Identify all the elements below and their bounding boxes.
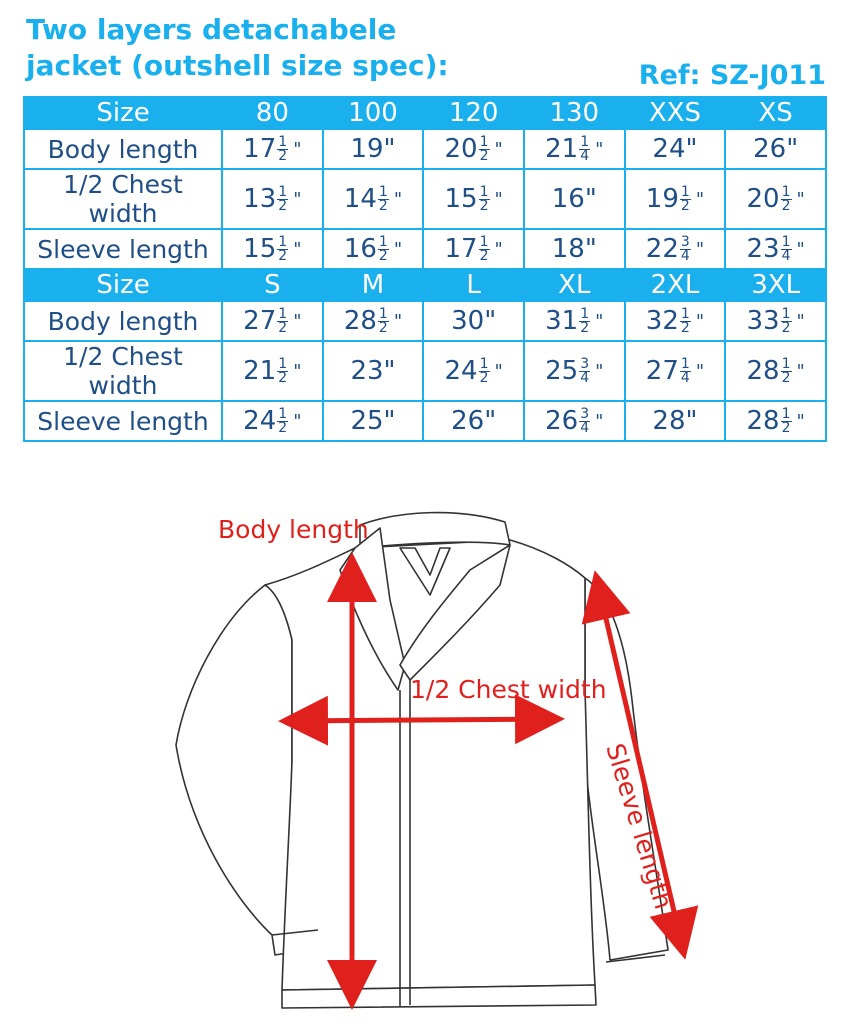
- value-fraction: [680, 305, 691, 336]
- value-fraction: [579, 405, 590, 436]
- fraction-denominator: 2: [781, 419, 791, 436]
- value-whole: 14: [343, 184, 377, 215]
- fraction-denominator: 2: [278, 319, 288, 336]
- inch-mark: ": [695, 360, 705, 382]
- value-whole: 31: [545, 306, 579, 337]
- fraction-numerator: 1: [278, 305, 288, 322]
- size-header-label: Size: [24, 97, 222, 129]
- measurement-cell: [524, 401, 625, 441]
- inch-mark: ": [595, 360, 604, 382]
- size-column-header: 100: [323, 97, 424, 129]
- value-whole: 25: [545, 356, 579, 387]
- value-whole: 24: [444, 356, 478, 387]
- value-whole: 19: [645, 184, 679, 215]
- measurement-label: Body length: [24, 301, 222, 341]
- fraction-denominator: 4: [580, 147, 590, 164]
- fraction-denominator: 2: [278, 419, 288, 436]
- value-whole: 21: [545, 134, 579, 165]
- fraction-numerator: 1: [680, 305, 690, 322]
- inch-mark: ": [796, 360, 805, 382]
- value-whole: 22: [645, 234, 679, 265]
- value-fraction: [378, 233, 389, 264]
- fraction-numerator: 1: [580, 305, 590, 322]
- measurement-cell: 26": [423, 401, 524, 441]
- table-row: [24, 229, 826, 269]
- fraction-denominator: 2: [378, 247, 388, 264]
- size-column-header: XS: [725, 97, 826, 129]
- fraction-numerator: 1: [479, 355, 489, 372]
- body-length-label: Body length: [218, 515, 369, 544]
- measurement-cell: [222, 129, 323, 169]
- value-fraction: [277, 355, 288, 386]
- value-whole: 23: [746, 234, 780, 265]
- value-fraction: [680, 183, 691, 214]
- value-fraction: [479, 183, 490, 214]
- value-fraction: [579, 133, 590, 164]
- value-fraction: [277, 183, 288, 214]
- measurement-cell: [222, 169, 323, 229]
- measurement-cell: [625, 301, 726, 341]
- value-fraction: [579, 355, 590, 386]
- value-fraction: [781, 233, 792, 264]
- value-fraction: [781, 183, 792, 214]
- measurement-cell: [222, 229, 323, 269]
- value-fraction: [781, 305, 792, 336]
- value-whole: 32: [645, 306, 679, 337]
- size-column-header: L: [423, 269, 524, 301]
- size-header-row: [24, 269, 826, 301]
- fraction-denominator: 2: [378, 197, 388, 214]
- fraction-numerator: 1: [278, 405, 288, 422]
- size-header-label: Size: [24, 269, 222, 301]
- fraction-denominator: 2: [580, 319, 590, 336]
- value-fraction: [479, 233, 490, 264]
- measurement-cell: [222, 301, 323, 341]
- measurement-cell: [625, 341, 726, 401]
- measurement-cell: [423, 229, 524, 269]
- fraction-numerator: 1: [479, 183, 489, 200]
- inch-mark: ": [393, 188, 403, 210]
- value-whole: 16: [343, 234, 377, 265]
- fraction-denominator: 2: [781, 197, 791, 214]
- inch-mark: ": [796, 310, 805, 332]
- fraction-denominator: 2: [278, 197, 288, 214]
- measurement-cell: [725, 401, 826, 441]
- value-fraction: [479, 355, 490, 386]
- inch-mark: ": [494, 360, 503, 382]
- fraction-numerator: 1: [781, 405, 791, 422]
- value-whole: 27: [645, 356, 679, 387]
- inch-mark: ": [595, 410, 604, 432]
- chest-width-arrow: [288, 719, 555, 721]
- fraction-denominator: 2: [781, 319, 791, 336]
- value-whole: 15: [243, 234, 277, 265]
- inch-mark: ": [494, 188, 503, 210]
- value-whole: 24: [243, 406, 277, 437]
- value-fraction: [378, 183, 389, 214]
- measurement-cell: [323, 301, 424, 341]
- fraction-numerator: 3: [580, 405, 590, 422]
- value-fraction: [277, 305, 288, 336]
- page-title: [26, 12, 449, 84]
- fraction-numerator: 1: [781, 233, 791, 250]
- measurement-cell: [625, 229, 726, 269]
- fraction-numerator: 1: [580, 133, 590, 150]
- fraction-denominator: 2: [378, 319, 388, 336]
- measurement-cell: 23": [323, 341, 424, 401]
- fraction-numerator: 1: [278, 355, 288, 372]
- measurement-cell: 16": [524, 169, 625, 229]
- table-row: [24, 301, 826, 341]
- size-column-header: 3XL: [725, 269, 826, 301]
- measurement-label: Body length: [24, 129, 222, 169]
- measurement-cell: 28": [625, 401, 726, 441]
- value-whole: 27: [243, 306, 277, 337]
- measurement-cell: 18": [524, 229, 625, 269]
- chest-width-label: 1/2 Chest width: [410, 675, 607, 704]
- value-whole: 26: [545, 406, 579, 437]
- inch-mark: ": [393, 238, 403, 260]
- fraction-numerator: 1: [680, 183, 690, 200]
- inch-mark: ": [293, 410, 302, 432]
- measurement-cell: [725, 301, 826, 341]
- size-header-row: [24, 97, 826, 129]
- value-whole: 21: [243, 356, 277, 387]
- fraction-numerator: 1: [781, 183, 791, 200]
- inch-mark: ": [695, 310, 705, 332]
- measurement-cell: [323, 229, 424, 269]
- size-column-header: XXS: [625, 97, 726, 129]
- value-whole: 28: [746, 406, 780, 437]
- value-fraction: [277, 233, 288, 264]
- fraction-denominator: 2: [278, 247, 288, 264]
- measurement-cell: 30": [423, 301, 524, 341]
- measurement-cell: [524, 341, 625, 401]
- value-fraction: [277, 133, 288, 164]
- value-whole: 20: [746, 184, 780, 215]
- size-column-header: 2XL: [625, 269, 726, 301]
- inch-mark: ": [695, 238, 705, 260]
- value-whole: 28: [343, 306, 377, 337]
- measurement-label: Sleeve length: [24, 229, 222, 269]
- jacket-diagram: [0, 440, 850, 1026]
- value-whole: 15: [444, 184, 478, 215]
- fraction-numerator: 1: [278, 233, 288, 250]
- value-whole: 17: [243, 134, 277, 165]
- fraction-numerator: 1: [378, 233, 388, 250]
- size-column-header: XL: [524, 269, 625, 301]
- inch-mark: ": [293, 238, 302, 260]
- fraction-denominator: 2: [479, 147, 489, 164]
- fraction-numerator: 1: [378, 183, 388, 200]
- fraction-numerator: 1: [278, 133, 288, 150]
- title-line-2: jacket (outshell size spec):: [26, 49, 449, 82]
- size-column-header: 130: [524, 97, 625, 129]
- measurement-cell: [423, 341, 524, 401]
- fraction-denominator: 4: [580, 369, 590, 386]
- inch-mark: ": [695, 188, 705, 210]
- inch-mark: ": [595, 138, 604, 160]
- fraction-denominator: 4: [680, 247, 690, 264]
- jacket-outline: [176, 513, 668, 1008]
- measurement-cell: 19": [323, 129, 424, 169]
- value-fraction: [781, 405, 792, 436]
- measurement-cell: [725, 341, 826, 401]
- inch-mark: ": [393, 310, 403, 332]
- fraction-denominator: 4: [680, 369, 690, 386]
- fraction-denominator: 2: [479, 369, 489, 386]
- value-whole: 13: [243, 184, 277, 215]
- table-row: [24, 169, 826, 229]
- fraction-denominator: 2: [680, 319, 690, 336]
- sleeve-length-label: Sleeve length: [600, 740, 679, 913]
- fraction-denominator: 4: [781, 247, 791, 264]
- value-whole: 28: [746, 356, 780, 387]
- size-column-header: 80: [222, 97, 323, 129]
- inch-mark: ": [293, 310, 302, 332]
- measurement-cell: [725, 169, 826, 229]
- measurement-cell: [524, 301, 625, 341]
- value-whole: 33: [746, 306, 780, 337]
- measurement-cell: [524, 129, 625, 169]
- fraction-denominator: 2: [680, 197, 690, 214]
- table-row: [24, 129, 826, 169]
- value-fraction: [479, 133, 490, 164]
- value-fraction: [781, 355, 792, 386]
- measurement-label: 1/2 Chest width: [24, 169, 222, 229]
- value-fraction: [277, 405, 288, 436]
- fraction-numerator: 1: [781, 355, 791, 372]
- measurement-label: Sleeve length: [24, 401, 222, 441]
- measurement-cell: [725, 229, 826, 269]
- inch-mark: ": [293, 360, 302, 382]
- size-column-header: M: [323, 269, 424, 301]
- value-fraction: [680, 355, 691, 386]
- fraction-denominator: 2: [278, 147, 288, 164]
- size-column-header: 120: [423, 97, 524, 129]
- fraction-numerator: 1: [479, 133, 489, 150]
- table-row: [24, 341, 826, 401]
- fraction-denominator: 2: [278, 369, 288, 386]
- value-whole: 17: [444, 234, 478, 265]
- fraction-denominator: 2: [479, 197, 489, 214]
- fraction-numerator: 3: [680, 233, 690, 250]
- measurement-cell: [423, 129, 524, 169]
- fraction-numerator: 1: [479, 233, 489, 250]
- fraction-numerator: 1: [781, 305, 791, 322]
- fraction-numerator: 3: [580, 355, 590, 372]
- size-spec-table: [23, 96, 827, 442]
- inch-mark: ": [494, 238, 503, 260]
- measurement-cell: [423, 169, 524, 229]
- inch-mark: ": [595, 310, 604, 332]
- measurement-cell: 25": [323, 401, 424, 441]
- title-line-1: Two layers detachabele: [26, 13, 397, 46]
- reference-code: Ref: SZ-J011: [638, 60, 826, 91]
- measurement-cell: [625, 169, 726, 229]
- value-fraction: [680, 233, 691, 264]
- inch-mark: ": [796, 410, 805, 432]
- fraction-denominator: 2: [781, 369, 791, 386]
- measurement-cell: [323, 169, 424, 229]
- measurement-cell: 26": [725, 129, 826, 169]
- measurement-label: 1/2 Chest width: [24, 341, 222, 401]
- value-whole: 20: [444, 134, 478, 165]
- measurement-cell: [222, 401, 323, 441]
- inch-mark: ": [796, 238, 805, 260]
- fraction-denominator: 4: [580, 419, 590, 436]
- inch-mark: ": [494, 138, 503, 160]
- size-column-header: S: [222, 269, 323, 301]
- value-fraction: [378, 305, 389, 336]
- fraction-numerator: 1: [680, 355, 690, 372]
- fraction-denominator: 2: [479, 247, 489, 264]
- measurement-cell: [222, 341, 323, 401]
- measurement-cell: 24": [625, 129, 726, 169]
- inch-mark: ": [293, 138, 302, 160]
- inch-mark: ": [796, 188, 805, 210]
- fraction-numerator: 1: [278, 183, 288, 200]
- fraction-numerator: 1: [378, 305, 388, 322]
- table-row: [24, 401, 826, 441]
- inch-mark: ": [293, 188, 302, 210]
- value-fraction: [579, 305, 590, 336]
